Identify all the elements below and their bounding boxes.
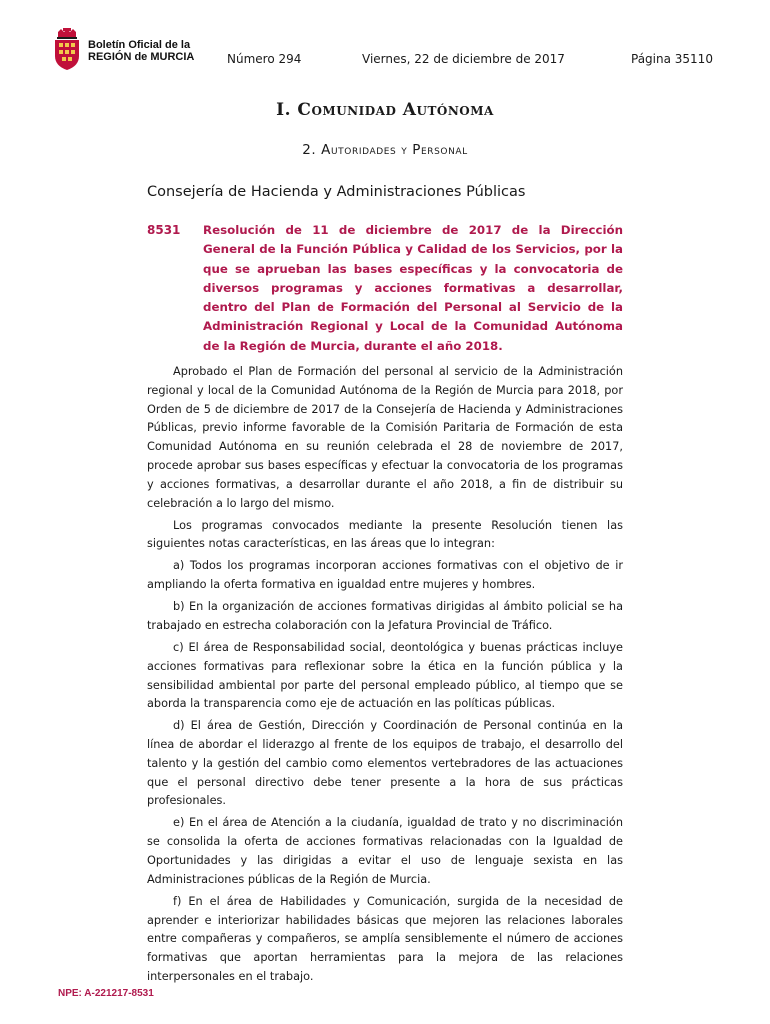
brand-line-1: Boletín Oficial de la [88, 39, 191, 51]
region-murcia-crest-icon [52, 28, 82, 70]
bulletin-brand [88, 39, 194, 63]
issue-number: Número 294 [227, 52, 302, 66]
paragraph: f) En el área de Habilidades y Comunicación, surgida de la necesidad de aprender e interiorizar habilidades básicas que mejoren las relaciones laborales entre compañeras y compañeros, se amplía sensiblemente el número de acciones formativas que aportan herramientas para la mejora de las relaciones interpersonales en el trabajo. [147, 894, 623, 984]
paragraph: b) En la organización de acciones formativas dirigidas al ámbito policial se ha trabajado en estrecha colaboración con la Jefatura Provincial de Tráfico. [147, 600, 623, 632]
paragraph: a) Todos los programas incorporan acciones formativas con el objetivo de ir ampliando la oferta formativa en igualdad entre mujeres y hombres. [147, 559, 623, 592]
issue-date: Viernes, 22 de diciembre de 2017 [362, 52, 565, 66]
paragraph: c) El área de Responsabilidad social, deontológica y buenas prácticas incluye acciones formativas para reflexionar sobre la ética en la función pública y la sensibilidad ambiental por parte del personal empleado público, al tiempo que se aborda la transparencia como eje de actuación en las políticas públicas. [147, 640, 623, 711]
npe-code: NPE: A-221217-8531 [58, 988, 154, 999]
subsection-title: 2. Autoridades y Personal [302, 142, 468, 158]
department-name: Consejería de Hacienda y Administraciones Públicas [147, 184, 526, 200]
bulletin-header [0, 0, 770, 80]
paragraph: Los programas convocados mediante la presente Resolución tienen las siguientes notas características, en las áreas que lo integran: [147, 518, 623, 551]
brand-line-2: REGIÓN de MURCIA [88, 51, 195, 63]
announcement-number: 8531 [147, 223, 181, 237]
section-title: I. Comunidad Autónoma [276, 100, 494, 120]
page-number: Página 35110 [631, 52, 713, 66]
paragraph: e) En el área de Atención a la ciudanía, igualdad de trato y no discriminación se consolida la oferta de acciones formativas relacionadas con la Igualdad de Oportunidades y las dirigidas a evitar el uso de lenguaje sexista en las Administraciones públicas de la Región de Murcia. [147, 816, 623, 886]
paragraph: d) El área de Gestión, Dirección y Coordinación de Personal continúa en la línea de abordar el liderazgo al frente de los equipos de trabajo, el desarrollo del talento y la gestión del cambio como elementos vertebradores de las actuaciones que el personal directivo debe tener presente a la hora de sus prácticas profesionales. [147, 719, 623, 808]
document-body [147, 363, 623, 990]
resolution-title: Resolución de 11 de diciembre de 2017 de la Dirección General de la Función Pública y Calidad de los Servicios, por la que se aprueban las bases específicas y la convocatoria de diversos programas y acciones formativas a desarrollar, dentro del Plan de Formación del Personal al Servicio de la Administración Regional y Local de la Comunidad Autónoma de la Región de Murcia, durante el año 2018. [203, 223, 623, 353]
paragraph: Aprobado el Plan de Formación del personal al servicio de la Administración regional y local de la Comunidad Autónoma de la Región de Murcia para 2018, por Orden de 5 de diciembre de 2017 de la Consejería de Hacienda y Administraciones Públicas, previo informe favorable de la Comisión Paritaria de Formación de esta Comunidad Autónoma en su reunión celebrada el 28 de noviembre de 2017, procede aprobar sus bases específicas y efectuar la convocatoria de los programas y acciones formativas, a desarrollar durante el año 2018, a fin de distribuir su celebración a lo largo del mismo. [147, 365, 623, 510]
